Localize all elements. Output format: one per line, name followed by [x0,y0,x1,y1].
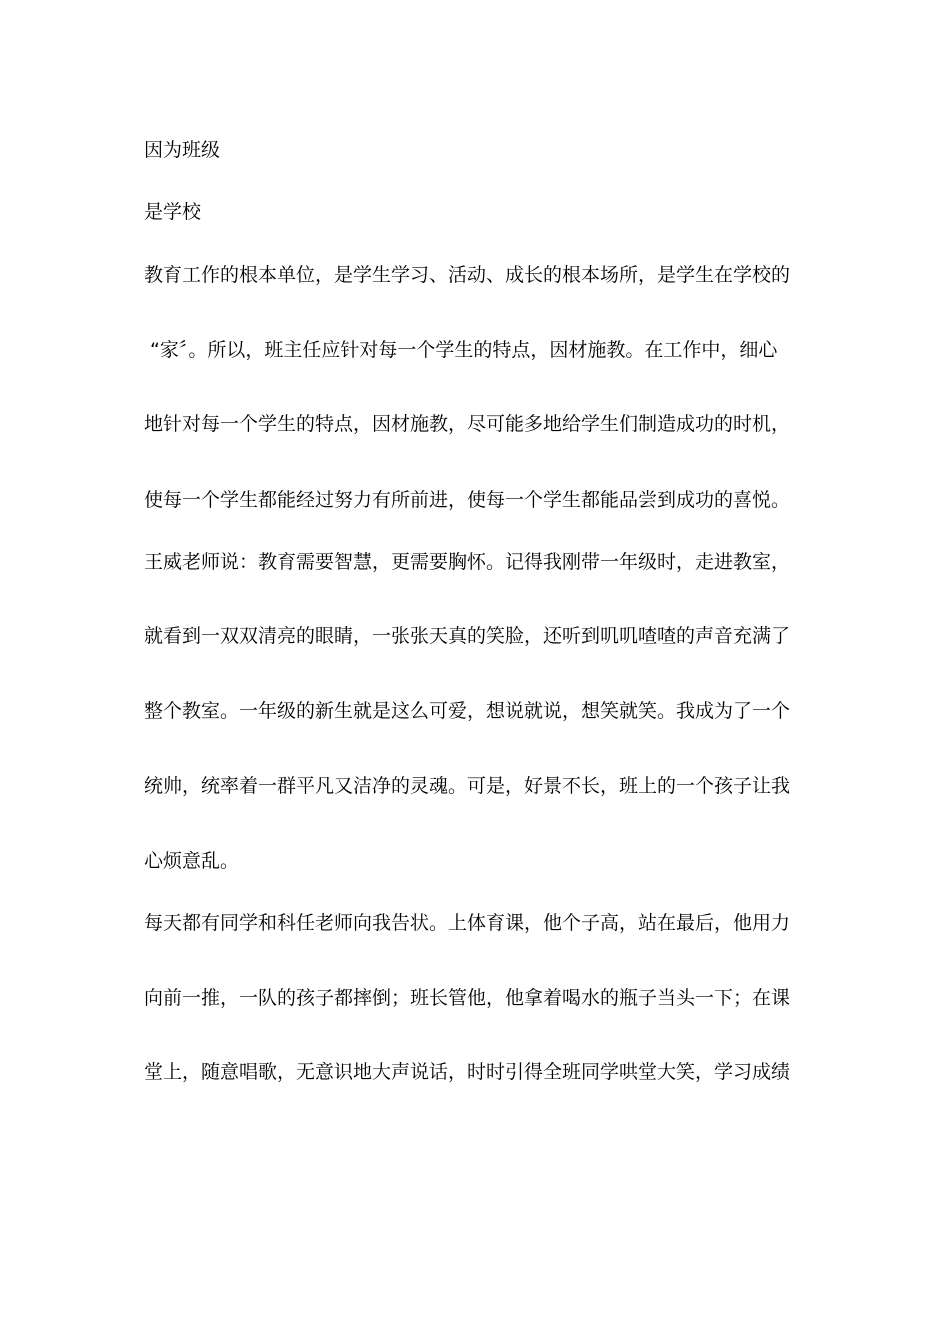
text-line: 向前一推，一队的孩子都摔倒；班长管他，他拿着喝水的瓶子当头一下；在课 [144,987,791,1009]
text-line: 每天都有同学和科任老师向我告状。上体育课，他个子高，站在最后，他用力 [144,912,791,934]
text-line: 王威老师说：教育需要智慧，更需要胸怀。记得我刚带一年级时，走进教室， [144,551,791,573]
text-line: 堂上，随意唱歌，无意识地大声说话，时时引得全班同学哄堂大笑，学习成绩 [144,1061,791,1083]
text-line: 使每一个学生都能经过努力有所前进，使每一个学生都能品尝到成功的喜悦。 [144,489,791,511]
text-line: “家〞。所以，班主任应针对每一个学生的特点，因材施教。在工作中，细心 [150,339,778,361]
text-line: 就看到一双双清亮的眼睛，一张张天真的笑脸，还听到叽叽喳喳的声音充满了 [144,625,791,647]
text-line: 整个教室。一年级的新生就是这么可爱，想说就说，想笑就笑。我成为了一个 [144,700,791,722]
text-line: 统帅，统率着一群平凡又洁净的灵魂。可是，好景不长，班上的一个孩子让我 [144,775,791,797]
text-line: 教育工作的根本单位，是学生学习、活动、成长的根本场所，是学生在学校的 [144,264,791,286]
text-line: 因为班级 [144,139,221,161]
text-line: 是学校 [144,201,202,223]
text-line: 心烦意乱。 [144,850,240,872]
text-line: 地针对每一个学生的特点，因材施教，尽可能多地给学生们制造成功的时机， [144,413,791,435]
